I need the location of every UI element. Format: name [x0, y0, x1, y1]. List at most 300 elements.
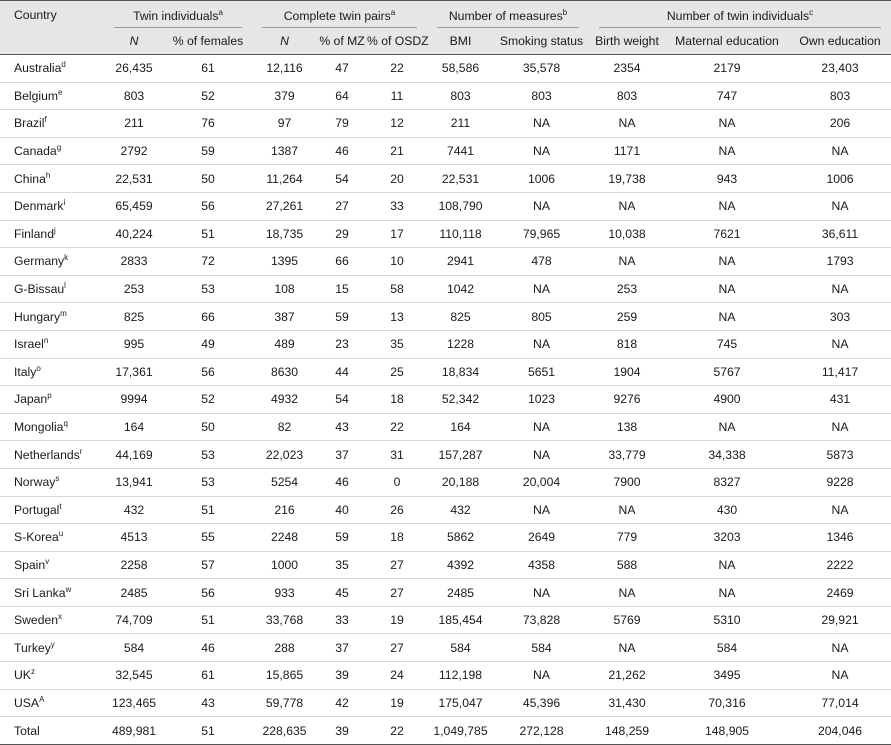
value-cell: 12,116	[252, 55, 317, 83]
value-cell: 54	[317, 386, 367, 414]
value-cell: 253	[104, 275, 164, 303]
country-cell: Australia$^d$	[0, 55, 104, 83]
value-cell: 36,611	[789, 220, 891, 248]
table-row	[0, 358, 891, 386]
value-cell: NA	[789, 634, 891, 662]
value-cell: 33,779	[589, 441, 665, 469]
country-cell: Total	[0, 717, 104, 745]
value-cell: 2485	[104, 579, 164, 607]
value-cell: NA	[589, 579, 665, 607]
value-cell: 9276	[589, 386, 665, 414]
value-cell: 27	[317, 192, 367, 220]
country-cell: Mongolia$^q$	[0, 413, 104, 441]
value-cell: 97	[252, 110, 317, 138]
value-cell: 1904	[589, 358, 665, 386]
value-cell: NA	[494, 662, 589, 690]
value-cell: 79,965	[494, 220, 589, 248]
value-cell: 430	[665, 496, 789, 524]
value-cell: 5862	[427, 524, 494, 552]
table-row	[0, 634, 891, 662]
value-cell: 1171	[589, 137, 665, 165]
value-cell: 19	[367, 689, 427, 717]
value-cell: 24	[367, 662, 427, 690]
value-cell: 108	[252, 275, 317, 303]
value-cell: 9228	[789, 468, 891, 496]
value-cell: 2222	[789, 551, 891, 579]
table-row	[0, 524, 891, 552]
value-cell: 1228	[427, 330, 494, 358]
value-cell: 27	[367, 551, 427, 579]
value-cell: 584	[104, 634, 164, 662]
value-cell: NA	[665, 579, 789, 607]
value-cell: 56	[164, 192, 252, 220]
value-cell: 66	[317, 248, 367, 276]
value-cell: NA	[494, 275, 589, 303]
value-cell: 22	[367, 55, 427, 83]
value-cell: 253	[589, 275, 665, 303]
value-cell: 22	[367, 717, 427, 745]
value-cell: 2469	[789, 579, 891, 607]
value-cell: 52,342	[427, 386, 494, 414]
value-cell: 584	[494, 634, 589, 662]
table-row	[0, 496, 891, 524]
value-cell: 431	[789, 386, 891, 414]
value-cell: 108,790	[427, 192, 494, 220]
value-cell: 4358	[494, 551, 589, 579]
value-cell: 489,981	[104, 717, 164, 745]
value-cell: 17	[367, 220, 427, 248]
value-cell: 32,545	[104, 662, 164, 690]
table-row	[0, 330, 891, 358]
value-cell: 64	[317, 82, 367, 110]
value-cell: 15,865	[252, 662, 317, 690]
value-cell: 2179	[665, 55, 789, 83]
country-cell: Turkey$^y$	[0, 634, 104, 662]
table-row	[0, 386, 891, 414]
value-cell: 5873	[789, 441, 891, 469]
value-cell: 20	[367, 165, 427, 193]
value-cell: 10,038	[589, 220, 665, 248]
col-header-pct-females: % of females	[164, 28, 252, 55]
value-cell: 18	[367, 386, 427, 414]
value-cell: 123,465	[104, 689, 164, 717]
country-cell: Belgium$^e$	[0, 82, 104, 110]
value-cell: 584	[427, 634, 494, 662]
value-cell: 745	[665, 330, 789, 358]
value-cell: 5254	[252, 468, 317, 496]
value-cell: 588	[589, 551, 665, 579]
value-cell: 5310	[665, 606, 789, 634]
table-row	[0, 82, 891, 110]
value-cell: 805	[494, 303, 589, 331]
value-cell: 70,316	[665, 689, 789, 717]
value-cell: 61	[164, 662, 252, 690]
value-cell: 18,735	[252, 220, 317, 248]
value-cell: 1346	[789, 524, 891, 552]
value-cell: 18,834	[427, 358, 494, 386]
col-header-n-individuals: N	[104, 28, 164, 55]
value-cell: 20,004	[494, 468, 589, 496]
complete-twin-pairs-header: Complete twin pairs$^a$	[252, 1, 427, 29]
value-cell: 7621	[665, 220, 789, 248]
value-cell: NA	[494, 330, 589, 358]
value-cell: 803	[589, 82, 665, 110]
country-cell: Japan$^p$	[0, 386, 104, 414]
value-cell: 5651	[494, 358, 589, 386]
value-cell: 216	[252, 496, 317, 524]
table-row	[0, 248, 891, 276]
table-row	[0, 165, 891, 193]
value-cell: 33	[367, 192, 427, 220]
value-cell: 35	[367, 330, 427, 358]
value-cell: 1023	[494, 386, 589, 414]
country-cell: Italy$^o$	[0, 358, 104, 386]
value-cell: 46	[317, 137, 367, 165]
number-of-measures-header: Number of measures$^b$	[427, 1, 589, 29]
table-row	[0, 441, 891, 469]
value-cell: 7900	[589, 468, 665, 496]
country-cell: Sri Lanka$^w$	[0, 579, 104, 607]
value-cell: 432	[104, 496, 164, 524]
value-cell: 27	[367, 579, 427, 607]
value-cell: 11,417	[789, 358, 891, 386]
value-cell: 19,738	[589, 165, 665, 193]
value-cell: 45	[317, 579, 367, 607]
value-cell: 1006	[789, 165, 891, 193]
table-row	[0, 413, 891, 441]
value-cell: 73,828	[494, 606, 589, 634]
value-cell: 206	[789, 110, 891, 138]
value-cell: 29,921	[789, 606, 891, 634]
col-header-pct-mz: % of MZ	[317, 28, 367, 55]
value-cell: 148,905	[665, 717, 789, 745]
value-cell: 15	[317, 275, 367, 303]
value-cell: 11,264	[252, 165, 317, 193]
value-cell: NA	[789, 137, 891, 165]
value-cell: 1387	[252, 137, 317, 165]
value-cell: NA	[665, 137, 789, 165]
col-header-pct-osdz: % of OSDZ	[367, 28, 427, 55]
value-cell: NA	[665, 192, 789, 220]
value-cell: 21	[367, 137, 427, 165]
value-cell: NA	[789, 496, 891, 524]
value-cell: 1000	[252, 551, 317, 579]
value-cell: 46	[317, 468, 367, 496]
value-cell: 2833	[104, 248, 164, 276]
value-cell: 22,531	[104, 165, 164, 193]
table-row	[0, 192, 891, 220]
value-cell: 825	[427, 303, 494, 331]
value-cell: NA	[589, 248, 665, 276]
value-cell: 803	[104, 82, 164, 110]
value-cell: 50	[164, 165, 252, 193]
value-cell: 211	[427, 110, 494, 138]
value-cell: 2354	[589, 55, 665, 83]
value-cell: 5769	[589, 606, 665, 634]
country-cell: Israel$^n$	[0, 330, 104, 358]
value-cell: 46	[164, 634, 252, 662]
value-cell: 79	[317, 110, 367, 138]
value-cell: 825	[104, 303, 164, 331]
value-cell: 51	[164, 496, 252, 524]
value-cell: 26,435	[104, 55, 164, 83]
value-cell: NA	[789, 662, 891, 690]
value-cell: 51	[164, 220, 252, 248]
value-cell: 13	[367, 303, 427, 331]
value-cell: 478	[494, 248, 589, 276]
value-cell: 39	[317, 662, 367, 690]
col-header-maternal-education: Maternal education	[665, 28, 789, 55]
value-cell: NA	[789, 275, 891, 303]
value-cell: 5767	[665, 358, 789, 386]
value-cell: 379	[252, 82, 317, 110]
value-cell: NA	[589, 496, 665, 524]
value-cell: 4900	[665, 386, 789, 414]
value-cell: 211	[104, 110, 164, 138]
value-cell: 56	[164, 579, 252, 607]
value-cell: 803	[427, 82, 494, 110]
value-cell: 2485	[427, 579, 494, 607]
value-cell: 43	[164, 689, 252, 717]
value-cell: 20,188	[427, 468, 494, 496]
value-cell: 2941	[427, 248, 494, 276]
value-cell: NA	[789, 330, 891, 358]
value-cell: 22,531	[427, 165, 494, 193]
value-cell: 13,941	[104, 468, 164, 496]
table-row	[0, 579, 891, 607]
value-cell: 22	[367, 413, 427, 441]
value-cell: 17,361	[104, 358, 164, 386]
value-cell: NA	[665, 110, 789, 138]
value-cell: NA	[494, 192, 589, 220]
value-cell: 23	[317, 330, 367, 358]
value-cell: 272,128	[494, 717, 589, 745]
value-cell: 432	[427, 496, 494, 524]
value-cell: 40,224	[104, 220, 164, 248]
header-row-columns	[0, 28, 891, 55]
value-cell: 45,396	[494, 689, 589, 717]
country-cell: Canada$^g$	[0, 137, 104, 165]
col-header-n-pairs: N	[252, 28, 317, 55]
value-cell: 7441	[427, 137, 494, 165]
country-cell: China$^h$	[0, 165, 104, 193]
value-cell: NA	[665, 248, 789, 276]
country-cell: Spain$^v$	[0, 551, 104, 579]
value-cell: 53	[164, 441, 252, 469]
table-row	[0, 606, 891, 634]
value-cell: 52	[164, 386, 252, 414]
country-subheader-blank	[0, 28, 104, 55]
table-row	[0, 137, 891, 165]
value-cell: 56	[164, 358, 252, 386]
value-cell: NA	[665, 551, 789, 579]
value-cell: NA	[589, 192, 665, 220]
value-cell: 43	[317, 413, 367, 441]
table-row	[0, 551, 891, 579]
value-cell: 51	[164, 606, 252, 634]
value-cell: 55	[164, 524, 252, 552]
value-cell: NA	[494, 110, 589, 138]
value-cell: 818	[589, 330, 665, 358]
value-cell: 4392	[427, 551, 494, 579]
value-cell: 27,261	[252, 192, 317, 220]
value-cell: 42	[317, 689, 367, 717]
value-cell: 259	[589, 303, 665, 331]
value-cell: 175,047	[427, 689, 494, 717]
country-cell: Brazil$^f$	[0, 110, 104, 138]
value-cell: 1042	[427, 275, 494, 303]
country-cell: Portugal$^t$	[0, 496, 104, 524]
table-row	[0, 220, 891, 248]
country-header: Country	[0, 1, 104, 29]
value-cell: 74,709	[104, 606, 164, 634]
value-cell: 148,259	[589, 717, 665, 745]
country-cell: S-Korea$^u$	[0, 524, 104, 552]
value-cell: 49	[164, 330, 252, 358]
value-cell: 31	[367, 441, 427, 469]
value-cell: 65,459	[104, 192, 164, 220]
value-cell: 58	[367, 275, 427, 303]
value-cell: 8630	[252, 358, 317, 386]
table-row	[0, 662, 891, 690]
value-cell: 10	[367, 248, 427, 276]
value-cell: 2258	[104, 551, 164, 579]
value-cell: 185,454	[427, 606, 494, 634]
value-cell: 37	[317, 634, 367, 662]
country-cell: Germany$^k$	[0, 248, 104, 276]
value-cell: 2649	[494, 524, 589, 552]
value-cell: 33	[317, 606, 367, 634]
country-cell: Hungary$^m$	[0, 303, 104, 331]
country-cell: Netherlands$^r$	[0, 441, 104, 469]
value-cell: 72	[164, 248, 252, 276]
value-cell: NA	[589, 110, 665, 138]
value-cell: 1395	[252, 248, 317, 276]
value-cell: 59,778	[252, 689, 317, 717]
value-cell: 59	[317, 524, 367, 552]
table-row	[0, 110, 891, 138]
col-header-bmi: BMI	[427, 28, 494, 55]
value-cell: NA	[589, 634, 665, 662]
value-cell: 2248	[252, 524, 317, 552]
country-cell: G-Bissau$^l$	[0, 275, 104, 303]
value-cell: 40	[317, 496, 367, 524]
col-header-smoking-status: Smoking status	[494, 28, 589, 55]
col-header-birth-weight: Birth weight	[589, 28, 665, 55]
country-cell: Denmark$^i$	[0, 192, 104, 220]
value-cell: NA	[665, 303, 789, 331]
value-cell: 51	[164, 717, 252, 745]
country-cell: $USA^A$	[0, 689, 104, 717]
value-cell: 34,338	[665, 441, 789, 469]
value-cell: 2792	[104, 137, 164, 165]
value-cell: 44,169	[104, 441, 164, 469]
value-cell: 26	[367, 496, 427, 524]
value-cell: 76	[164, 110, 252, 138]
value-cell: 303	[789, 303, 891, 331]
value-cell: 22,023	[252, 441, 317, 469]
table-row	[0, 689, 891, 717]
value-cell: 47	[317, 55, 367, 83]
table-row	[0, 468, 891, 496]
value-cell: 4932	[252, 386, 317, 414]
value-cell: 584	[665, 634, 789, 662]
value-cell: NA	[494, 496, 589, 524]
number-of-twin-individuals-header: Number of twin individuals$^c$	[589, 1, 891, 29]
value-cell: 66	[164, 303, 252, 331]
value-cell: NA	[494, 441, 589, 469]
value-cell: 157,287	[427, 441, 494, 469]
country-cell: Norway$^s$	[0, 468, 104, 496]
twin-individuals-header: Twin individuals$^a$	[104, 1, 252, 29]
header-row-groups	[0, 1, 891, 29]
value-cell: 9994	[104, 386, 164, 414]
value-cell: 779	[589, 524, 665, 552]
value-cell: 943	[665, 165, 789, 193]
value-cell: 23,403	[789, 55, 891, 83]
value-cell: 21,262	[589, 662, 665, 690]
value-cell: 35,578	[494, 55, 589, 83]
value-cell: 489	[252, 330, 317, 358]
value-cell: 288	[252, 634, 317, 662]
value-cell: 112,198	[427, 662, 494, 690]
value-cell: 204,046	[789, 717, 891, 745]
value-cell: 53	[164, 468, 252, 496]
col-header-own-education: Own education	[789, 28, 891, 55]
country-cell: Sweden$^x$	[0, 606, 104, 634]
value-cell: 1,049,785	[427, 717, 494, 745]
value-cell: 995	[104, 330, 164, 358]
value-cell: 803	[789, 82, 891, 110]
value-cell: 33,768	[252, 606, 317, 634]
table-row	[0, 717, 891, 745]
table-row	[0, 275, 891, 303]
value-cell: NA	[494, 579, 589, 607]
value-cell: 57	[164, 551, 252, 579]
value-cell: NA	[494, 413, 589, 441]
value-cell: 138	[589, 413, 665, 441]
value-cell: 29	[317, 220, 367, 248]
value-cell: 164	[104, 413, 164, 441]
value-cell: 35	[317, 551, 367, 579]
value-cell: NA	[665, 275, 789, 303]
value-cell: 747	[665, 82, 789, 110]
value-cell: NA	[789, 413, 891, 441]
value-cell: 77,014	[789, 689, 891, 717]
value-cell: 1006	[494, 165, 589, 193]
value-cell: 52	[164, 82, 252, 110]
value-cell: 8327	[665, 468, 789, 496]
value-cell: 37	[317, 441, 367, 469]
value-cell: 164	[427, 413, 494, 441]
value-cell: 59	[164, 137, 252, 165]
value-cell: 12	[367, 110, 427, 138]
value-cell: 39	[317, 717, 367, 745]
value-cell: 18	[367, 524, 427, 552]
value-cell: 933	[252, 579, 317, 607]
value-cell: 44	[317, 358, 367, 386]
value-cell: 82	[252, 413, 317, 441]
value-cell: 54	[317, 165, 367, 193]
value-cell: NA	[789, 192, 891, 220]
value-cell: 110,118	[427, 220, 494, 248]
value-cell: 387	[252, 303, 317, 331]
country-cell: Finland$^j$	[0, 220, 104, 248]
value-cell: 228,635	[252, 717, 317, 745]
value-cell: 4513	[104, 524, 164, 552]
value-cell: 3203	[665, 524, 789, 552]
value-cell: 1793	[789, 248, 891, 276]
